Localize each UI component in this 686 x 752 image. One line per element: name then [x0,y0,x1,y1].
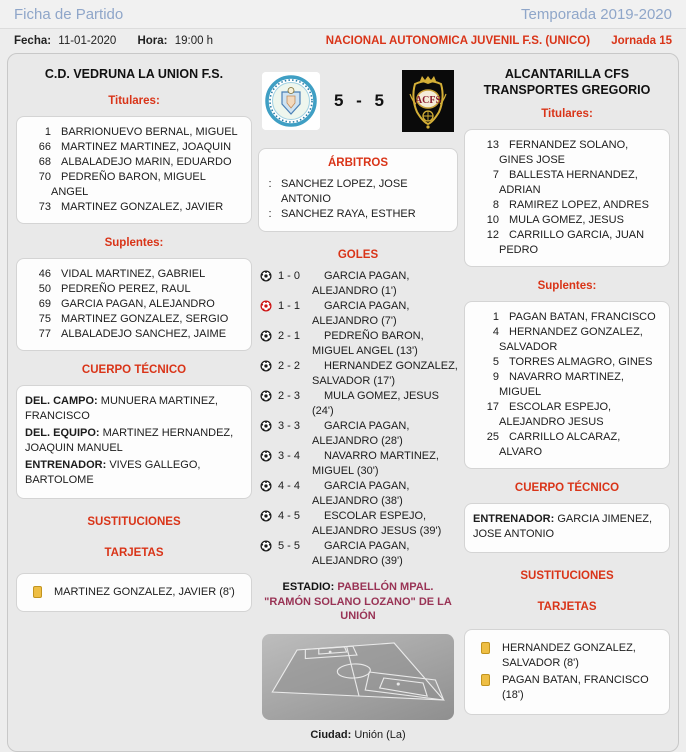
player-number: 46 [38,268,51,280]
player-row [25,170,243,200]
player-number: 70 [38,171,51,183]
staff-role: DEL. EQUIPO: [25,427,100,439]
player-number: 68 [38,156,51,168]
player-name: BALLESTA HERNANDEZ, ADRIAN [499,169,638,196]
player-row [25,200,243,215]
goal-scorer: GARCIA PAGAN, ALEJANDRO (7') [312,300,410,327]
goal-row [258,539,458,568]
soccer-ball-icon [260,420,272,432]
goal-scorer: ESCOLAR ESPEJO, ALEJANDRO JESUS (39') [312,510,442,537]
home-staff-box [16,385,252,499]
goal-row [258,329,458,358]
player-row [25,312,243,327]
hora-value: 19:00 h [174,35,214,47]
goal-scorer: GARCIA PAGAN, ALEJANDRO (28') [312,420,410,447]
player-number: 66 [38,141,51,153]
player-row [473,228,661,258]
soccer-ball-icon [260,270,272,282]
ciudad-line [258,729,458,741]
arbitro-name: SANCHEZ LOPEZ, JOSE ANTONIO [281,178,408,205]
soccer-ball-icon [260,390,272,402]
soccer-ball-icon [260,300,272,312]
jornada-label: Jornada 15 [611,35,672,47]
home-team-logo [262,72,320,130]
goal-score: 1 - 1 [278,300,301,312]
goal-scorer: GARCIA PAGAN, ALEJANDRO (39') [312,540,410,567]
goal-scorer: PEDREÑO BARON, MIGUEL ANGEL (13') [312,330,424,357]
match-date-time [14,35,231,47]
score-row [258,66,458,136]
player-number: 50 [38,283,51,295]
yellow-card-icon [33,586,42,598]
player-row [473,213,661,228]
goal-row [258,299,458,328]
away-tarjetas-label: TARJETAS [537,601,597,613]
player-name: HERNANDEZ GONZALEZ, SALVADOR [499,326,643,353]
away-sustituciones-label: SUSTITUCIONES [520,570,614,582]
player-number: 69 [38,298,51,310]
player-name: MARTINEZ MARTINEZ, JOAQUIN [61,141,232,153]
away-team-name: ALCANTARILLA CFS TRANSPORTES GREGORIO [483,67,651,97]
staff-role: DEL. CAMPO: [25,395,98,407]
goal-scorer: MULA GOMEZ, JESUS (24') [312,390,439,417]
home-suplentes-label: Suplentes: [104,237,164,249]
away-suplentes-label: Suplentes: [537,280,597,292]
player-name: MARTINEZ GONZALEZ, JAVIER [61,201,224,213]
ciudad-value: Unión (La) [351,728,406,741]
player-name: CARRILLO ALCARAZ, ALVARO [499,431,621,458]
home-cuerpo-tecnico-label: CUERPO TÉCNICO [81,364,187,376]
player-name: PEDREÑO BARON, MIGUEL ANGEL [51,171,206,198]
yellow-card-icon [481,642,490,654]
arbitros-box [258,148,458,232]
staff-role: ENTRENADOR: [25,459,107,471]
player-number: 1 [492,311,499,323]
player-number: 17 [486,401,499,413]
goal-score: 1 - 0 [278,270,301,282]
player-name: MARTINEZ GONZALEZ, SERGIO [61,313,229,325]
arbitro-name: SANCHEZ RAYA, ESTHER [281,208,416,220]
player-name: MULA GOMEZ, JESUS [509,214,624,226]
carded-player-name: HERNANDEZ GONZALEZ, SALVADOR (8') [502,642,636,669]
staff-name: GARCIA JIMENEZ, JOSE ANTONIO [473,513,653,540]
carded-player-name: MARTINEZ GONZALEZ, JAVIER (8') [54,586,235,598]
staff-row [25,426,243,456]
goal-score: 2 - 1 [278,330,301,342]
staff-role: ENTRENADOR: [473,513,555,525]
player-row [473,138,661,168]
goal-score: 2 - 3 [278,390,301,402]
estadio-label: ESTADIO: [282,581,335,593]
carded-player-name: PAGAN BATAN, FRANCISCO (18') [502,674,649,701]
staff-row [25,458,243,488]
goal-row [258,419,458,448]
player-name: ALBALADEJO MARIN, EDUARDO [61,156,232,168]
competition-name: NACIONAL AUTONOMICA JUVENIL F.S. (UNICO) [325,35,591,47]
player-number: 12 [486,229,499,241]
player-name: FERNANDEZ SOLANO, GINES JOSE [499,139,629,166]
player-row [473,370,661,400]
card-row [473,673,661,703]
player-row [473,310,661,325]
match-sheet [7,53,679,752]
player-name: RAMIREZ LOPEZ, ANDRES [509,199,649,211]
player-number: 75 [38,313,51,325]
player-name: CARRILLO GARCIA, JUAN PEDRO [499,229,645,256]
goal-row [258,479,458,508]
staff-row [473,512,661,542]
goal-score: 2 - 2 [278,360,301,372]
goal-row [258,359,458,388]
player-row [473,400,661,430]
fecha-label: Fecha: [14,35,52,47]
player-number: 77 [38,328,51,340]
player-number: 5 [492,356,499,368]
home-suplentes-list [16,258,252,351]
player-number: 7 [492,169,499,181]
soccer-ball-icon [260,330,272,342]
arbitro-row [265,207,451,222]
player-row [25,282,243,297]
player-number: 8 [492,199,499,211]
arbitro-colon: : [268,178,272,190]
player-number: 10 [486,214,499,226]
ciudad-label: Ciudad: [310,728,352,741]
goal-scorer: GARCIA PAGAN, ALEJANDRO (38') [312,480,410,507]
svg-text:ACFS: ACFS [414,95,442,106]
player-name: ESCOLAR ESPEJO, ALEJANDRO JESUS [499,401,612,428]
player-row [473,198,661,213]
arbitros-list [265,177,451,222]
player-row [25,327,243,342]
staff-name: VIVES GALLEGO, BARTOLOME [25,459,201,486]
staff-name: MUNUERA MARTINEZ, FRANCISCO [25,395,218,422]
player-name: VIDAL MARTINEZ, GABRIEL [61,268,206,280]
soccer-ball-icon [260,360,272,372]
goal-row [258,509,458,538]
arbitro-row [265,177,451,207]
player-name: ALBALADEJO SANCHEZ, JAIME [61,328,227,340]
player-row [473,355,661,370]
away-titulares-list [464,129,670,267]
stadium-pitch-image [262,634,454,720]
goal-row [258,269,458,298]
arbitros-title: ÁRBITROS [327,157,389,169]
goal-row [258,389,458,418]
home-sustituciones-label: SUSTITUCIONES [87,516,181,528]
player-row [25,140,243,155]
away-team-column [464,58,670,741]
away-cuerpo-tecnico-label: CUERPO TÉCNICO [514,482,620,494]
away-staff-box [464,503,670,553]
away-tarjetas-box [464,629,670,715]
player-name: PAGAN BATAN, FRANCISCO [509,311,656,323]
top-bar [0,0,686,29]
player-number: 13 [486,139,499,151]
home-tarjetas-label: TARJETAS [104,547,164,559]
match-score: 5 - 5 [333,91,389,110]
season-label: Temporada 2019-2020 [521,6,672,23]
away-titulares-label: Titulares: [541,108,593,120]
goal-score: 4 - 4 [278,480,301,492]
player-number: 1 [44,126,51,138]
soccer-ball-icon [260,450,272,462]
home-team-column [16,58,252,741]
player-number: 73 [38,201,51,213]
home-team-name: C.D. VEDRUNA LA UNION F.S. [44,67,224,81]
goles-label: GOLES [337,249,379,261]
estadio-line [258,580,458,624]
competition-info [326,35,672,47]
goal-scorer: NAVARRO MARTINEZ, MIGUEL (30') [312,450,439,477]
player-name: NAVARRO MARTINEZ, MIGUEL [499,371,624,398]
card-row [25,585,243,600]
player-row [25,155,243,170]
staff-name: MARTINEZ HERNANDEZ, JOAQUIN MANUEL [25,427,234,454]
home-titulares-label: Titulares: [108,95,160,107]
goal-score: 4 - 5 [278,510,301,522]
away-team-logo [402,70,454,132]
player-row [25,267,243,282]
player-name: PEDREÑO PEREZ, RAUL [61,283,191,295]
away-suplentes-list [464,301,670,469]
arbitro-colon: : [268,208,272,220]
goal-scorer: HERNANDEZ GONZALEZ, SALVADOR (17') [312,360,458,387]
hora-label: Hora: [137,35,168,47]
player-row [25,297,243,312]
player-number: 4 [492,326,499,338]
player-name: TORRES ALMAGRO, GINES [509,356,653,368]
center-column [258,58,458,741]
goal-score: 5 - 5 [278,540,301,552]
fecha-value: 11-01-2020 [58,35,117,47]
player-name: GARCIA PAGAN, ALEJANDRO [61,298,215,310]
player-row [473,430,661,460]
player-row [473,168,661,198]
meta-bar [0,29,686,51]
player-row [473,325,661,355]
estadio-name: PABELLÓN MPAL. "RAMÓN SOLANO LOZANO" DE LA UNIÓN [264,581,452,622]
goal-score: 3 - 3 [278,420,301,432]
staff-row [25,394,243,424]
home-titulares-list [16,116,252,224]
soccer-ball-icon [260,540,272,552]
yellow-card-icon [481,674,490,686]
player-number: 25 [486,431,499,443]
player-name: BARRIONUEVO BERNAL, MIGUEL [61,126,238,138]
goal-row [258,449,458,478]
player-row [25,125,243,140]
soccer-ball-icon [260,480,272,492]
page-title: Ficha de Partido [14,6,124,23]
goal-score: 3 - 4 [278,450,301,462]
goals-list [258,269,458,568]
player-number: 9 [492,371,499,383]
soccer-ball-icon [260,510,272,522]
card-row [473,641,661,671]
home-tarjetas-box [16,573,252,612]
goal-scorer: GARCIA PAGAN, ALEJANDRO (1') [312,270,410,297]
